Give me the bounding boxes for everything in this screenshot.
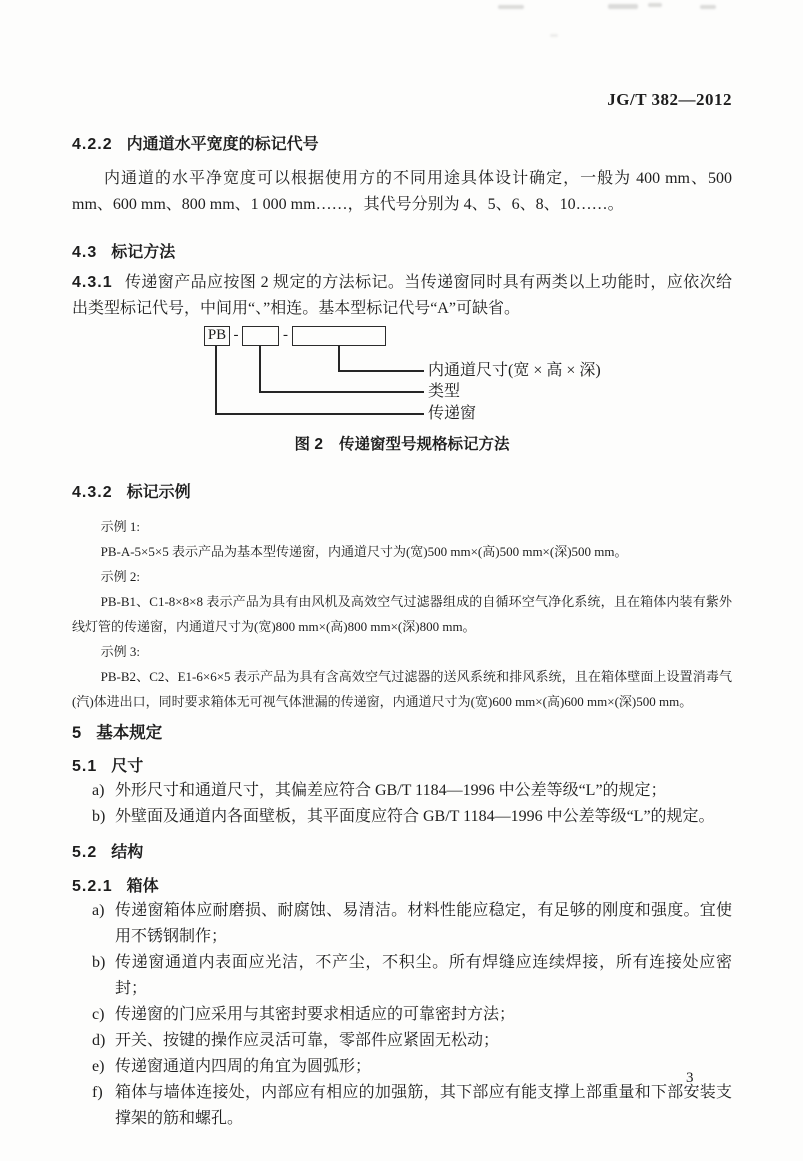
clause-number: 4.3.1 xyxy=(72,274,113,291)
heading-4-3-2 xyxy=(72,482,732,504)
list-text: 外壁面及通道内各面壁板，其平面度应符合 GB/T 1184—1996 中公差等级“L”的规定。 xyxy=(115,808,715,825)
paragraph-4-3-1 xyxy=(72,270,732,322)
list-item xyxy=(72,898,732,950)
figure-2-designation-diagram xyxy=(72,326,732,426)
heading-4-3 xyxy=(72,242,732,264)
page-number: 3 xyxy=(686,1070,694,1086)
connector-line xyxy=(259,391,424,393)
scan-artifact xyxy=(550,34,558,37)
connector-line xyxy=(215,346,217,414)
list-item xyxy=(72,778,732,804)
list-marker: b) xyxy=(92,808,106,825)
list-marker: f) xyxy=(92,1084,103,1101)
heading-5 xyxy=(72,722,732,744)
clause-title: 箱体 xyxy=(126,878,159,895)
clause-title: 标记方法 xyxy=(111,244,176,261)
clause-title: 内通道水平宽度的标记代号 xyxy=(126,136,319,153)
list-marker: a) xyxy=(92,902,105,919)
scan-artifact xyxy=(498,5,524,9)
list-5-2-1 xyxy=(72,898,732,1132)
paragraph-4-2-2: 内通道的水平净宽度可以根据使用方的不同用途具体设计确定，一般为 400 mm、500 mm、600 mm、800 mm、1 000 mm……，其代号分别为 4、5、6、8、10……。 xyxy=(72,170,732,213)
clause-number: 5.2.1 xyxy=(72,878,113,895)
list-marker: e) xyxy=(92,1058,105,1075)
separator-dash: - xyxy=(283,327,288,343)
figure-number: 图 2 xyxy=(294,436,323,453)
clause-title: 结构 xyxy=(111,844,144,861)
list-marker: c) xyxy=(92,1006,105,1023)
list-text: 传递窗的门应采用与其密封要求相适应的可靠密封方法； xyxy=(115,1006,516,1023)
type-box xyxy=(242,326,279,346)
figure-title: 传递窗型号规格标记方法 xyxy=(338,436,510,453)
example-2-text: PB-B1、C1-8×8×8 表示产品为具有由风机及高效空气过滤器组成的自循环空气净化系统，且在箱体内装有紫外线灯管的传递窗，内通道尺寸为(宽)800 mm×(高)800 mm×(深)800 mm。 xyxy=(72,594,732,634)
connector-line xyxy=(259,346,261,392)
clause-title: 基本规定 xyxy=(96,724,163,742)
list-text: 传递窗箱体应耐磨损、耐腐蚀、易清洁。材料性能应稳定，有足够的刚度和强度。宜使用不锈钢制作； xyxy=(115,902,732,945)
list-item xyxy=(72,804,732,830)
example-1-text: PB-A-5×5×5 表示产品为基本型传递窗，内通道尺寸为(宽)500 mm×(高)500 mm×(深)500 mm。 xyxy=(100,544,628,559)
list-marker: d) xyxy=(92,1032,106,1049)
list-marker: b) xyxy=(92,954,106,971)
heading-5-2 xyxy=(72,842,732,864)
list-marker: a) xyxy=(92,782,105,799)
clause-number: 5.2 xyxy=(72,844,98,861)
list-item xyxy=(72,1002,732,1028)
clause-number: 4.3.2 xyxy=(72,484,113,501)
clause-number: 5.1 xyxy=(72,758,98,775)
list-item xyxy=(72,1054,732,1080)
clause-number: 4.2.2 xyxy=(72,136,113,153)
connector-line xyxy=(338,370,424,372)
figure-label-product: 传递窗 xyxy=(428,405,477,422)
heading-4-2-2 xyxy=(72,134,732,156)
example-2-label: 示例 2: xyxy=(100,569,140,584)
figure-label-size: 内通道尺寸(宽 × 高 × 深) xyxy=(428,362,601,379)
figure-2-caption xyxy=(72,434,732,456)
list-item xyxy=(72,1080,732,1132)
connector-line xyxy=(215,413,424,415)
connector-line xyxy=(338,346,340,371)
figure-label-type: 类型 xyxy=(428,383,461,400)
heading-5-2-1 xyxy=(72,876,732,898)
separator-dash: - xyxy=(233,327,239,343)
heading-5-1 xyxy=(72,756,732,778)
size-box xyxy=(292,326,386,346)
list-text: 箱体与墙体连接处，内部应有相应的加强筋，其下部应有能支撑上部重量和下部安装支撑架的筋和螺孔。 xyxy=(115,1084,732,1127)
list-item xyxy=(72,950,732,1002)
clause-title: 尺寸 xyxy=(111,758,144,775)
clause-number: 5 xyxy=(72,724,83,742)
example-3-text: PB-B2、C2、E1-6×6×5 表示产品为具有含高效空气过滤器的送风系统和排风系统，且在箱体壁面上设置消毒气(汽)体进出口，同时要求箱体无可视气体泄漏的传递窗，内通道尺寸为(宽)600 mm×(高)600 mm×(深)500 mm。 xyxy=(72,669,732,709)
clause-text: 传递窗产品应按图 2 规定的方法标记。当传递窗同时具有两类以上功能时，应依次给出类型标记代号，中间用“、”相连。基本型标记代号“A”可缺省。 xyxy=(72,274,732,317)
list-text: 外形尺寸和通道尺寸，其偏差应符合 GB/T 1184—1996 中公差等级“L”的规定； xyxy=(115,782,667,799)
list-text: 开关、按键的操作应灵活可靠，零部件应紧固无松动； xyxy=(115,1032,500,1049)
list-5-1 xyxy=(72,778,732,830)
scan-artifact xyxy=(648,3,662,7)
doc-code: JG/T 382—2012 xyxy=(607,90,732,109)
scan-artifact xyxy=(608,4,638,9)
clause-title: 标记示例 xyxy=(126,484,191,501)
list-text: 传递窗通道内四周的角宜为圆弧形； xyxy=(115,1058,372,1075)
example-3-label: 示例 3: xyxy=(100,644,140,659)
clause-number: 4.3 xyxy=(72,244,98,261)
scan-artifact xyxy=(700,5,716,9)
prefix-box: PB xyxy=(204,326,230,346)
example-1-label: 示例 1: xyxy=(100,519,140,534)
list-text: 传递窗通道内表面应光洁，不产尘，不积尘。所有焊缝应连续焊接，所有连接处应密封； xyxy=(115,954,732,997)
list-item xyxy=(72,1028,732,1054)
